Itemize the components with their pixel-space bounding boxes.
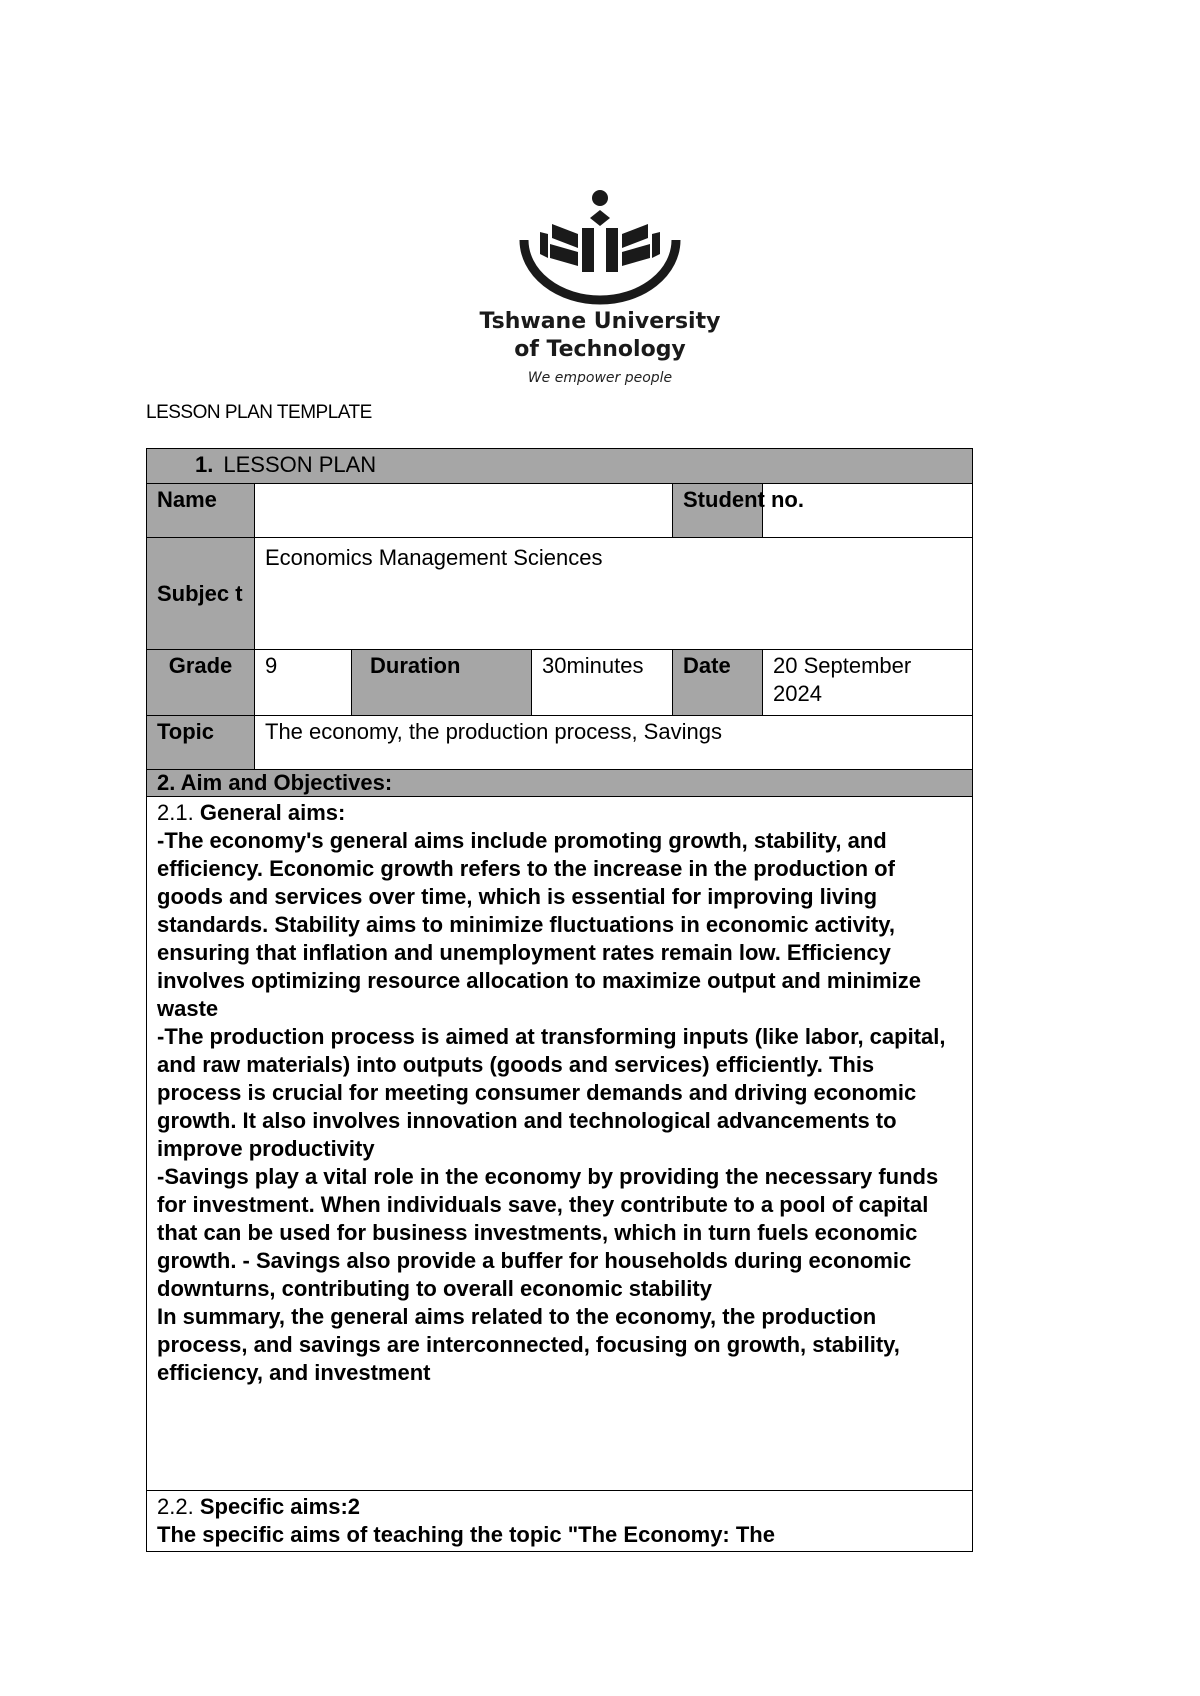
- general-aims-number: 2.1.: [157, 800, 194, 825]
- section1-number: 1.: [195, 452, 214, 477]
- section2-header: 2. Aim and Objectives:: [147, 770, 973, 797]
- topic-value: The economy, the production process, Savings: [255, 716, 973, 770]
- name-field[interactable]: [255, 484, 673, 538]
- university-logo: [440, 188, 760, 386]
- grade-label: Grade: [147, 650, 255, 716]
- section1-title: LESSON PLAN: [223, 452, 377, 477]
- specific-aims-text: The specific aims of teaching the topic "The Economy: The: [157, 1522, 775, 1547]
- section1-header: [147, 449, 973, 484]
- specific-aims-heading: Specific aims:2: [199, 1494, 361, 1519]
- general-aims-cell: [147, 797, 973, 1491]
- general-aims-paragraph: -The production process is aimed at transforming inputs (like labor, capital, and raw materials) into outputs (goods and services) efficiently. This process is crucial for meeting consumer demands and driving economic growth. It also involves innovation and technological advancements to improve productivity: [157, 1024, 946, 1161]
- logo-name-line2: of Technology: [514, 337, 686, 362]
- subject-label: Subjec t: [147, 538, 255, 650]
- logo-name-line1: Tshwane University: [479, 309, 721, 334]
- specific-aims-cell: [147, 1491, 973, 1552]
- general-aims-paragraph: -Savings play a vital role in the economy by providing the necessary funds for investment. When individuals save, they contribute to a pool of capital that can be used for business investments, which in turn fuels economic growth. - Savings also provide a buffer for households during economic downturns, contributing to overall economic stability: [157, 1164, 939, 1301]
- name-label: Name: [147, 484, 255, 538]
- general-aims-heading: General aims:: [199, 800, 346, 825]
- specific-aims-number: 2.2.: [157, 1494, 194, 1519]
- general-aims-summary: In summary, the general aims related to the economy, the production process, and savings are interconnected, focusing on growth, stability, efficiency, and investment: [157, 1304, 900, 1385]
- general-aims-paragraph: -The economy's general aims include promoting growth, stability, and efficiency. Economic growth refers to the increase in the production of goods and services over time, which is essential for improving living standards. Stability aims to minimize fluctuations in economic activity, ensuring that inflation and unemployment rates remain low. Efficiency involves optimizing resource allocation to maximize output and minimize waste: [157, 828, 922, 1021]
- logo-tagline: We empower people: [527, 370, 673, 386]
- lesson-plan-table: [146, 448, 973, 1552]
- grade-value: 9: [255, 650, 352, 716]
- topic-label: Topic: [147, 716, 255, 770]
- tut-emblem-icon: [510, 188, 690, 306]
- date-label: Date: [673, 650, 763, 716]
- duration-label: Duration: [352, 650, 532, 716]
- duration-value: 30minutes: [532, 650, 673, 716]
- student-no-label: Student no.: [673, 484, 763, 538]
- date-value: 20 September 2024: [763, 650, 973, 716]
- subject-value: Economics Management Sciences: [255, 538, 973, 650]
- document-title: LESSON PLAN TEMPLATE: [146, 402, 372, 423]
